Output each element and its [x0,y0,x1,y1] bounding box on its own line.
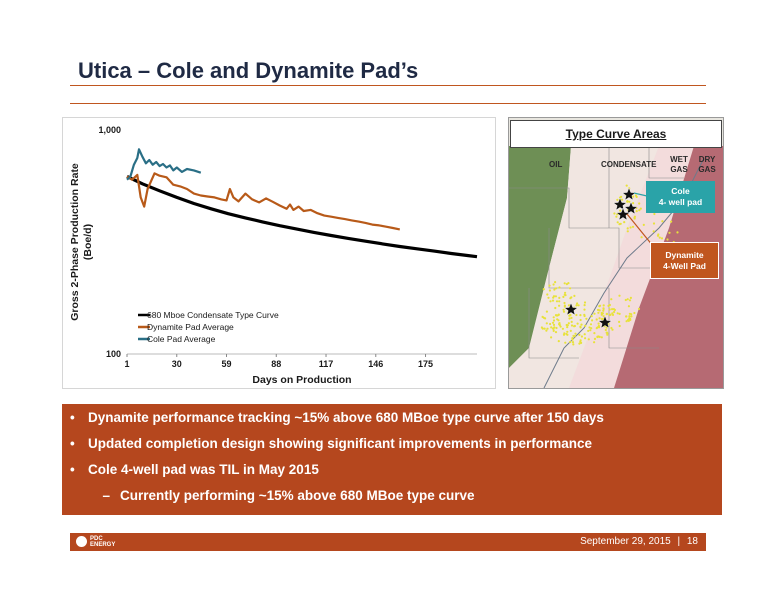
wet-gas-label [667,155,691,175]
title-rule-bottom [70,103,706,104]
well-dot [606,313,608,315]
well-dot [584,301,586,303]
well-dot [553,283,555,285]
well-dot [568,317,570,319]
well-dot [638,308,640,310]
well-dot [547,297,549,299]
x-tick-label: 88 [271,359,282,369]
y-axis-title-line: Gross 2-Phase Production Rate [69,163,81,321]
well-dot [594,338,596,340]
well-dot [563,334,565,336]
well-dot [555,295,557,297]
well-dot [576,302,578,304]
well-dot [566,326,568,328]
well-dot [619,210,621,212]
well-dot [588,338,590,340]
well-dot [599,317,601,319]
well-dot [577,323,579,325]
well-dot [643,224,645,226]
well-dot [653,230,655,232]
well-dot [558,305,560,307]
y-tick-label: 1,000 [98,125,121,135]
well-dot [589,329,591,331]
well-dot [548,285,550,287]
well-dot [541,326,543,328]
well-dot [599,305,601,307]
bullet-text: Updated completion design showing significant improvements in performance [88,436,593,451]
well-dot [590,323,592,325]
well-dot [562,328,564,330]
well-dot [676,231,678,233]
well-dot [620,196,622,198]
well-dot [564,342,566,344]
well-dot [553,324,555,326]
well-dot [630,315,632,317]
chart-svg [63,118,495,388]
well-dot [543,288,545,290]
well-dot [570,330,572,332]
well-dot [546,293,548,295]
logo-mark-icon [76,536,87,547]
bullet-text: Cole 4-well pad was TIL in May 2015 [88,462,319,477]
page-number: 18 [686,536,698,547]
bullet-item [70,462,319,477]
well-dot [546,311,548,313]
x-tick-label: 146 [368,359,384,369]
well-dot [615,216,617,218]
well-dot [584,325,586,327]
well-dot [569,287,571,289]
well-dot [583,309,585,311]
sub-bullet-mark: – [102,488,110,503]
x-tick-label: 30 [171,359,182,369]
well-dot [553,289,555,291]
well-dot [602,307,604,309]
well-dot [626,320,628,322]
well-dot [640,208,642,210]
well-dot [606,334,608,336]
well-dot [542,316,544,318]
cole-callout-line1: Cole [671,186,690,196]
well-dot [628,201,630,203]
well-dot [558,300,560,302]
well-dot [573,325,575,327]
well-dot [580,324,582,326]
well-dot [563,302,565,304]
well-dot [596,318,598,320]
well-dot [602,312,604,314]
well-dot [630,226,632,228]
dynamite-callout-line2: 4-Well Pad [663,260,706,271]
well-dot [593,341,595,343]
well-dot [619,325,621,327]
well-dot [653,213,655,215]
well-dot [626,185,628,187]
dynamite-callout-line1: Dynamite [665,249,704,260]
well-dot [555,314,557,316]
well-dot [569,341,571,343]
well-dot [619,313,621,315]
dry-gas-label-line2: GAS [698,165,716,174]
well-dot [623,221,625,223]
well-dot [636,210,638,212]
map-title: Type Curve Areas [510,120,722,148]
well-dot [593,313,595,315]
well-dot [568,322,570,324]
well-dot [661,237,663,239]
chart-series [127,149,477,256]
x-tick-label: 1 [124,359,130,369]
sub-bullet-text: Currently performing ~15% above 680 MBoe type curve [120,488,475,503]
well-dot [593,332,595,334]
well-dot [573,295,575,297]
x-axis-title: Days on Production [252,374,352,386]
well-dot [617,221,619,223]
well-dot [564,292,566,294]
well-dot [597,309,599,311]
footer-separator: | [677,536,681,547]
well-dot [555,331,557,333]
y-axis-title [69,163,94,321]
well-dot [580,319,582,321]
well-dot [564,282,566,284]
well-dot [546,328,548,330]
well-dot [602,310,604,312]
well-dot [618,295,620,297]
well-dot [584,337,586,339]
bullet-mark: • [70,436,75,451]
well-dot [609,308,611,310]
well-dot [632,202,634,204]
well-dot [553,316,555,318]
well-dot [567,282,569,284]
well-dot [611,308,613,310]
well-dot [579,314,581,316]
well-dot [629,319,631,321]
type-curve-line [127,177,477,257]
well-dot [570,317,572,319]
well-dot [558,286,560,288]
condensate-label: CONDENSATE [601,160,657,169]
well-dot [627,227,629,229]
well-dot [564,294,566,296]
well-dot [574,333,576,335]
well-dot [563,311,565,313]
legend-label: 680 Mboe Condensate Type Curve [147,310,279,320]
legend-label: Dynamite Pad Average [147,322,234,332]
well-dot [554,281,556,283]
bullet-mark: • [70,462,75,477]
well-dot [617,312,619,314]
well-dot [584,333,586,335]
well-dot [579,326,581,328]
well-dot [670,221,672,223]
chart-legend [138,310,279,344]
legend-label: Cole Pad Average [147,334,216,344]
well-dot [627,230,629,232]
well-dot [585,318,587,320]
well-dot [657,233,659,235]
well-dot [668,232,670,234]
well-dot [558,314,560,316]
well-dot [549,323,551,325]
well-dot [638,209,640,211]
well-dot [596,336,598,338]
well-dot [625,315,627,317]
bullet-item [70,436,592,451]
well-dot [571,321,573,323]
well-dot [563,309,565,311]
well-dot [591,319,593,321]
dynamite-pad-callout [650,242,719,279]
well-dot [638,202,640,204]
well-dot [630,297,632,299]
well-dot [554,307,556,309]
well-dot [661,220,663,222]
well-dot [587,330,589,332]
well-dot [578,304,580,306]
well-dot [546,322,548,324]
well-dot [641,236,643,238]
well-dot [636,196,638,198]
wet-gas-label-line2: GAS [670,165,688,174]
dry-gas-label [695,155,719,175]
oil-label: OIL [549,160,563,169]
well-dot [553,319,555,321]
x-tick-label: 59 [221,359,232,369]
page-title: Utica – Cole and Dynamite Pad’s [78,58,419,83]
well-dot [580,339,582,341]
well-dot [666,238,668,240]
well-dot [557,319,559,321]
well-dot [634,216,636,218]
well-dot [552,322,554,324]
wet-gas-label-line1: WET [670,155,688,164]
well-dot [605,329,607,331]
well-dot [629,299,631,301]
well-dot [601,336,603,338]
well-dot [618,321,620,323]
well-dot [578,334,580,336]
well-dot [553,326,555,328]
well-dot [550,336,552,338]
well-dot [569,314,571,316]
well-dot [572,343,574,345]
well-dot [625,299,627,301]
well-dot [570,296,572,298]
well-dot [549,300,551,302]
sub-bullet-item [70,488,475,503]
well-dot [571,339,573,341]
well-dot [565,333,567,335]
title-rule-top [70,85,706,86]
well-dot [555,327,557,329]
x-tick-label: 117 [318,359,334,369]
well-dot [609,314,611,316]
well-dot [562,296,564,298]
well-dot [575,304,577,306]
logo-line1: PDC [90,536,103,542]
well-dot [603,304,605,306]
well-dot [613,212,615,214]
well-dot [564,305,566,307]
well-dot [558,297,560,299]
well-dot [571,324,573,326]
well-dot [628,315,630,317]
well-dot [632,226,634,228]
well-dot [575,314,577,316]
well-dot [614,309,616,311]
well-dot [616,199,618,201]
logo-line2: ENERGY [90,542,116,548]
well-dot [550,326,552,328]
cole-pad-callout [646,181,715,213]
well-dot [597,312,599,314]
well-dot [572,335,574,337]
well-dot [627,298,629,300]
well-dot [567,324,569,326]
well-dot [633,312,635,314]
well-dot [613,311,615,313]
well-dot [629,313,631,315]
footer-date-page [580,536,698,547]
well-dot [653,222,655,224]
well-dot [566,331,568,333]
well-dot [591,315,593,317]
well-dot [583,314,585,316]
well-dot [626,200,628,202]
bullet-mark: • [70,410,75,425]
well-dot [556,300,558,302]
well-dot [628,305,630,307]
well-dot [549,289,551,291]
well-dot [584,304,586,306]
well-dot [621,199,623,201]
well-dot [552,300,554,302]
production-chart [62,117,496,389]
well-dot [552,297,554,299]
well-dot [553,330,555,332]
footer-bar [70,533,706,551]
well-dot [590,327,592,329]
well-dot [598,323,600,325]
y-axis-title-line: (Boe/d) [82,223,94,261]
bullet-text: Dynamite performance tracking ~15% above 680 MBoe type curve after 150 days [88,410,604,425]
logo-text [90,536,115,548]
well-dot [609,304,611,306]
well-dot [598,325,600,327]
well-dot [581,335,583,337]
well-dot [545,330,547,332]
cole-callout-line2: 4- well pad [658,197,703,207]
well-dot [659,237,661,239]
well-dot [610,298,612,300]
summary-banner [62,404,722,515]
footer-date: September 29, 2015 [580,536,671,547]
well-dot [610,327,612,329]
bullet-item [70,410,604,425]
well-dot [572,341,574,343]
well-dot [558,323,560,325]
well-dot [606,332,608,334]
well-dot [611,312,613,314]
well-dot [558,340,560,342]
y-tick-label: 100 [105,349,121,359]
x-tick-label: 175 [418,359,434,369]
well-dot [620,223,622,225]
dry-gas-label-line1: DRY [698,155,716,164]
